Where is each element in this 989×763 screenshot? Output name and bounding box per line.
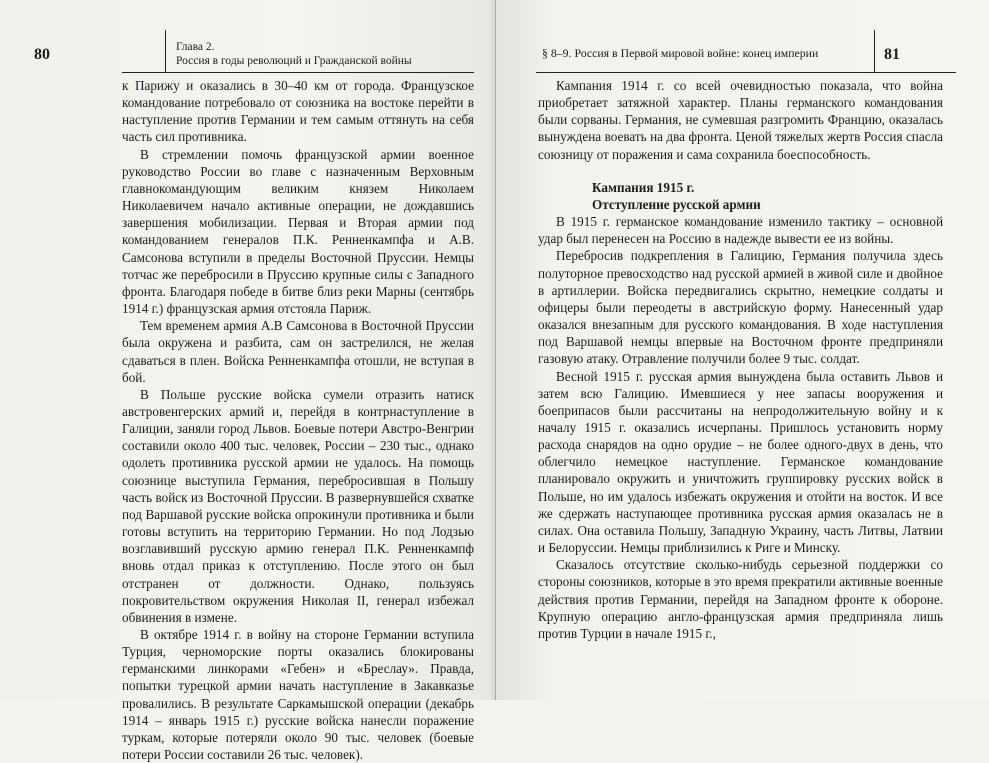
paragraph: Перебросив подкрепления в Галицию, Германия получила здесь полуторное превосходство над русской армией в живой силе и двойное в артиллерии. Войска передвигались скрытно, немецкие солдаты и офицеры были переодеты в австрийскую форму. Нанесенный удар оказался внезапным для русского командования. В ходе наступления под Варшавой немцы впервые на Восточном фронте предприняли газовую атаку. Отравление получили более 9 тыс. солдат. bbox=[538, 248, 943, 367]
paragraph: Тем временем армия А.В Самсонова в Восточной Пруссии была окружена и разбита, сам он застрелился, не желая сдаваться в плен. Войска Ренненкампфа отошли, не вступая в бой. bbox=[122, 318, 474, 385]
paragraph: В 1915 г. германское командование изменило тактику – основной удар был перенесен на Россию в надежде вывести ее из войны. bbox=[538, 214, 943, 247]
right-page bbox=[496, 0, 989, 700]
chapter-title: Россия в годы революций и Гражданской войны bbox=[176, 55, 412, 67]
section-heading-line1: Кампания 1915 г. bbox=[592, 179, 695, 195]
paragraph: В октябре 1914 г. в войну на стороне Германии вступила Турция, черноморские порты оказались блокированы германскими линкорами «Гебен» и «Бреслау». Правда, попытки турецкой армии начать наступление в Закавказье провалились. В результате Саркамышской операции (декабрь 1914 – январь 1915 г.) русские войска нанесли поражение туркам, которые потеряли около 90 тыс. человек (боевые потери России составили 26 тыс. человек). bbox=[122, 627, 474, 763]
left-column-text bbox=[122, 77, 474, 763]
right-header-rule bbox=[536, 36, 956, 73]
section-heading-line2: Отступление русской армии bbox=[592, 196, 761, 212]
right-page-number: 81 bbox=[884, 46, 900, 63]
right-column-text bbox=[538, 77, 943, 642]
chapter-number: Глава 2. bbox=[176, 41, 215, 53]
left-page-number: 80 bbox=[34, 46, 50, 63]
paragraph: к Парижу и оказались в 30–40 км от города. Французское командование потребовало от союзника на востоке перейти в наступление против Германии и тем самым оттянуть на себя часть сил противника. bbox=[122, 78, 474, 145]
paragraph: Кампания 1914 г. со всей очевидностью показала, что война приобретает затяжной характер. Планы германского командования были сорваны. Германия, не сумевшая разгромить Францию, оказалась вынуждена воевать на два фронта. Ценой тяжелых жертв Россия спасла союзницу от поражения и сама сохранила боеспособность. bbox=[538, 78, 943, 162]
left-header-rule bbox=[122, 36, 474, 73]
paragraph: В стремлении помочь французской армии военное руководство России во главе с назначенным Верховным главнокомандующим великим князем Николаем Николаевичем начало активные операции, не дождавшись завершения мобилизации. Первая и Вторая армии под командованием генералов П.К. Ренненкампфа и А.В. Самсонова вступили в пределы Восточной Пруссии. Немцы тотчас же перебросили в Пруссию крупные силы с Западного фронта. Благодаря победе в битве близ реки Марны (сентябрь 1914 г.) французская армия отстояла Париж. bbox=[122, 146, 474, 317]
paragraph: Сказалось отсутствие сколько-нибудь серьезной поддержки со стороны союзников, которые в это время прекратили активные военные действия против Германии, перейдя на Западном фронте к обороне. Крупную операцию англо-французская армия предприняла лишь против Турции в начале 1915 г., bbox=[538, 557, 943, 641]
section-header: § 8–9. Россия в Первой мировой войне: конец империи bbox=[542, 46, 819, 60]
paragraph: Весной 1915 г. русская армия вынуждена была оставить Львов и затем всю Галицию. Имевшиеся у нее запасы вооружения и боеприпасов были рассчитаны на непродолжительную войну и к началу 1915 г. оказались исчерпаны. Пришлось установить норму расхода снарядов на одно орудие – не более одного-двух в день, что облегчило немецкое наступление. Германское командование планировало окружить и уничтожить группировку русских войск в Польше, но им удалось избежать окружения и отойти на восток. И все же сдержать наступающее противника русская армия оказалась не в силах. Она оставила Польшу, Западную Украину, часть Литвы, Латвии и Белоруссии. Немцы приблизились к Риге и Минску. bbox=[538, 368, 943, 556]
paragraph: В Польше русские войска сумели отразить натиск австровенгерских армий и, перейдя в контрнаступление в Галиции, заняли город Львов. Боевые потери Австро-Венгрии составили около 400 тыс. человек, России – 230 тыс., однако одолеть противника русской армии не удалось. На помощь союзнице выступила Германия, перебросившая в Польшу часть войск из Восточной Пруссии. В развернувшейся схватке под Варшавой русские войска опрокинули противника и были готовы вступить на территорию Германии. Но под Лодзью возглавивший русскую армию генерал П.К. Ренненкампф вновь отдал приказ к отступлению. После этого он был отстранен от должности. Однако, пользуясь покровительством окружения Николая II, генерал избежал обвинения в измене. bbox=[122, 386, 474, 625]
